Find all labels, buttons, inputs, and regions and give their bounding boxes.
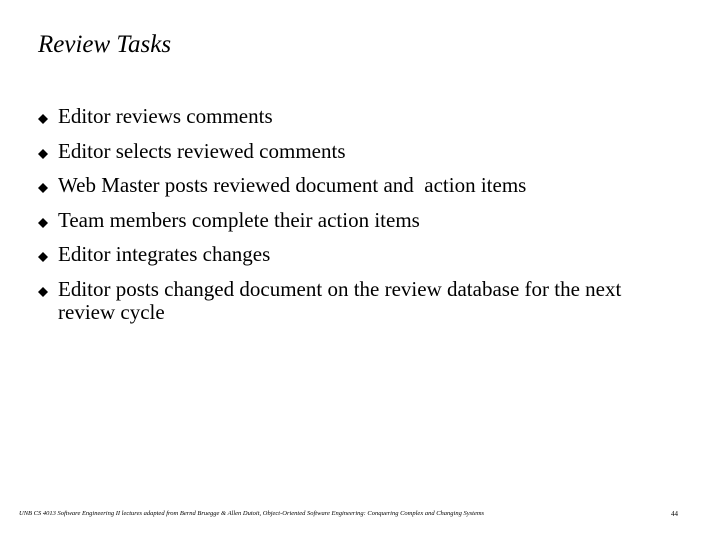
bullet-text: Editor reviews comments bbox=[58, 104, 273, 128]
bullet-text: Editor integrates changes bbox=[58, 242, 271, 266]
list-item bbox=[38, 140, 678, 163]
bullet-text: Editor posts changed document on the review database for the next review cycle bbox=[58, 276, 622, 324]
bullet-text: Editor selects reviewed comments bbox=[58, 138, 346, 163]
list-item bbox=[38, 278, 678, 324]
list-item bbox=[38, 243, 678, 266]
diamond-icon bbox=[38, 114, 48, 124]
footer-credit: UNB CS 4013 Software Engineering II lectures adapted from Bernd Bruegge & Allen Dutoit, Object-Oriented Software Engineering: Conquering Complex and Changing Systems bbox=[19, 510, 485, 517]
diamond-icon bbox=[38, 287, 48, 297]
slide-title: Review Tasks bbox=[38, 31, 172, 58]
diamond-icon bbox=[38, 149, 48, 159]
diamond-icon bbox=[38, 252, 48, 262]
bullet-list bbox=[38, 105, 678, 324]
bullet-text: Web Master posts reviewed document and action items bbox=[58, 173, 527, 197]
list-item bbox=[38, 174, 678, 197]
diamond-icon bbox=[38, 183, 48, 193]
list-item bbox=[38, 209, 678, 232]
diamond-icon bbox=[38, 218, 48, 228]
bullet-text: Team members complete their action items bbox=[58, 207, 420, 232]
page-number: 44 bbox=[671, 510, 678, 518]
list-item bbox=[38, 105, 678, 128]
